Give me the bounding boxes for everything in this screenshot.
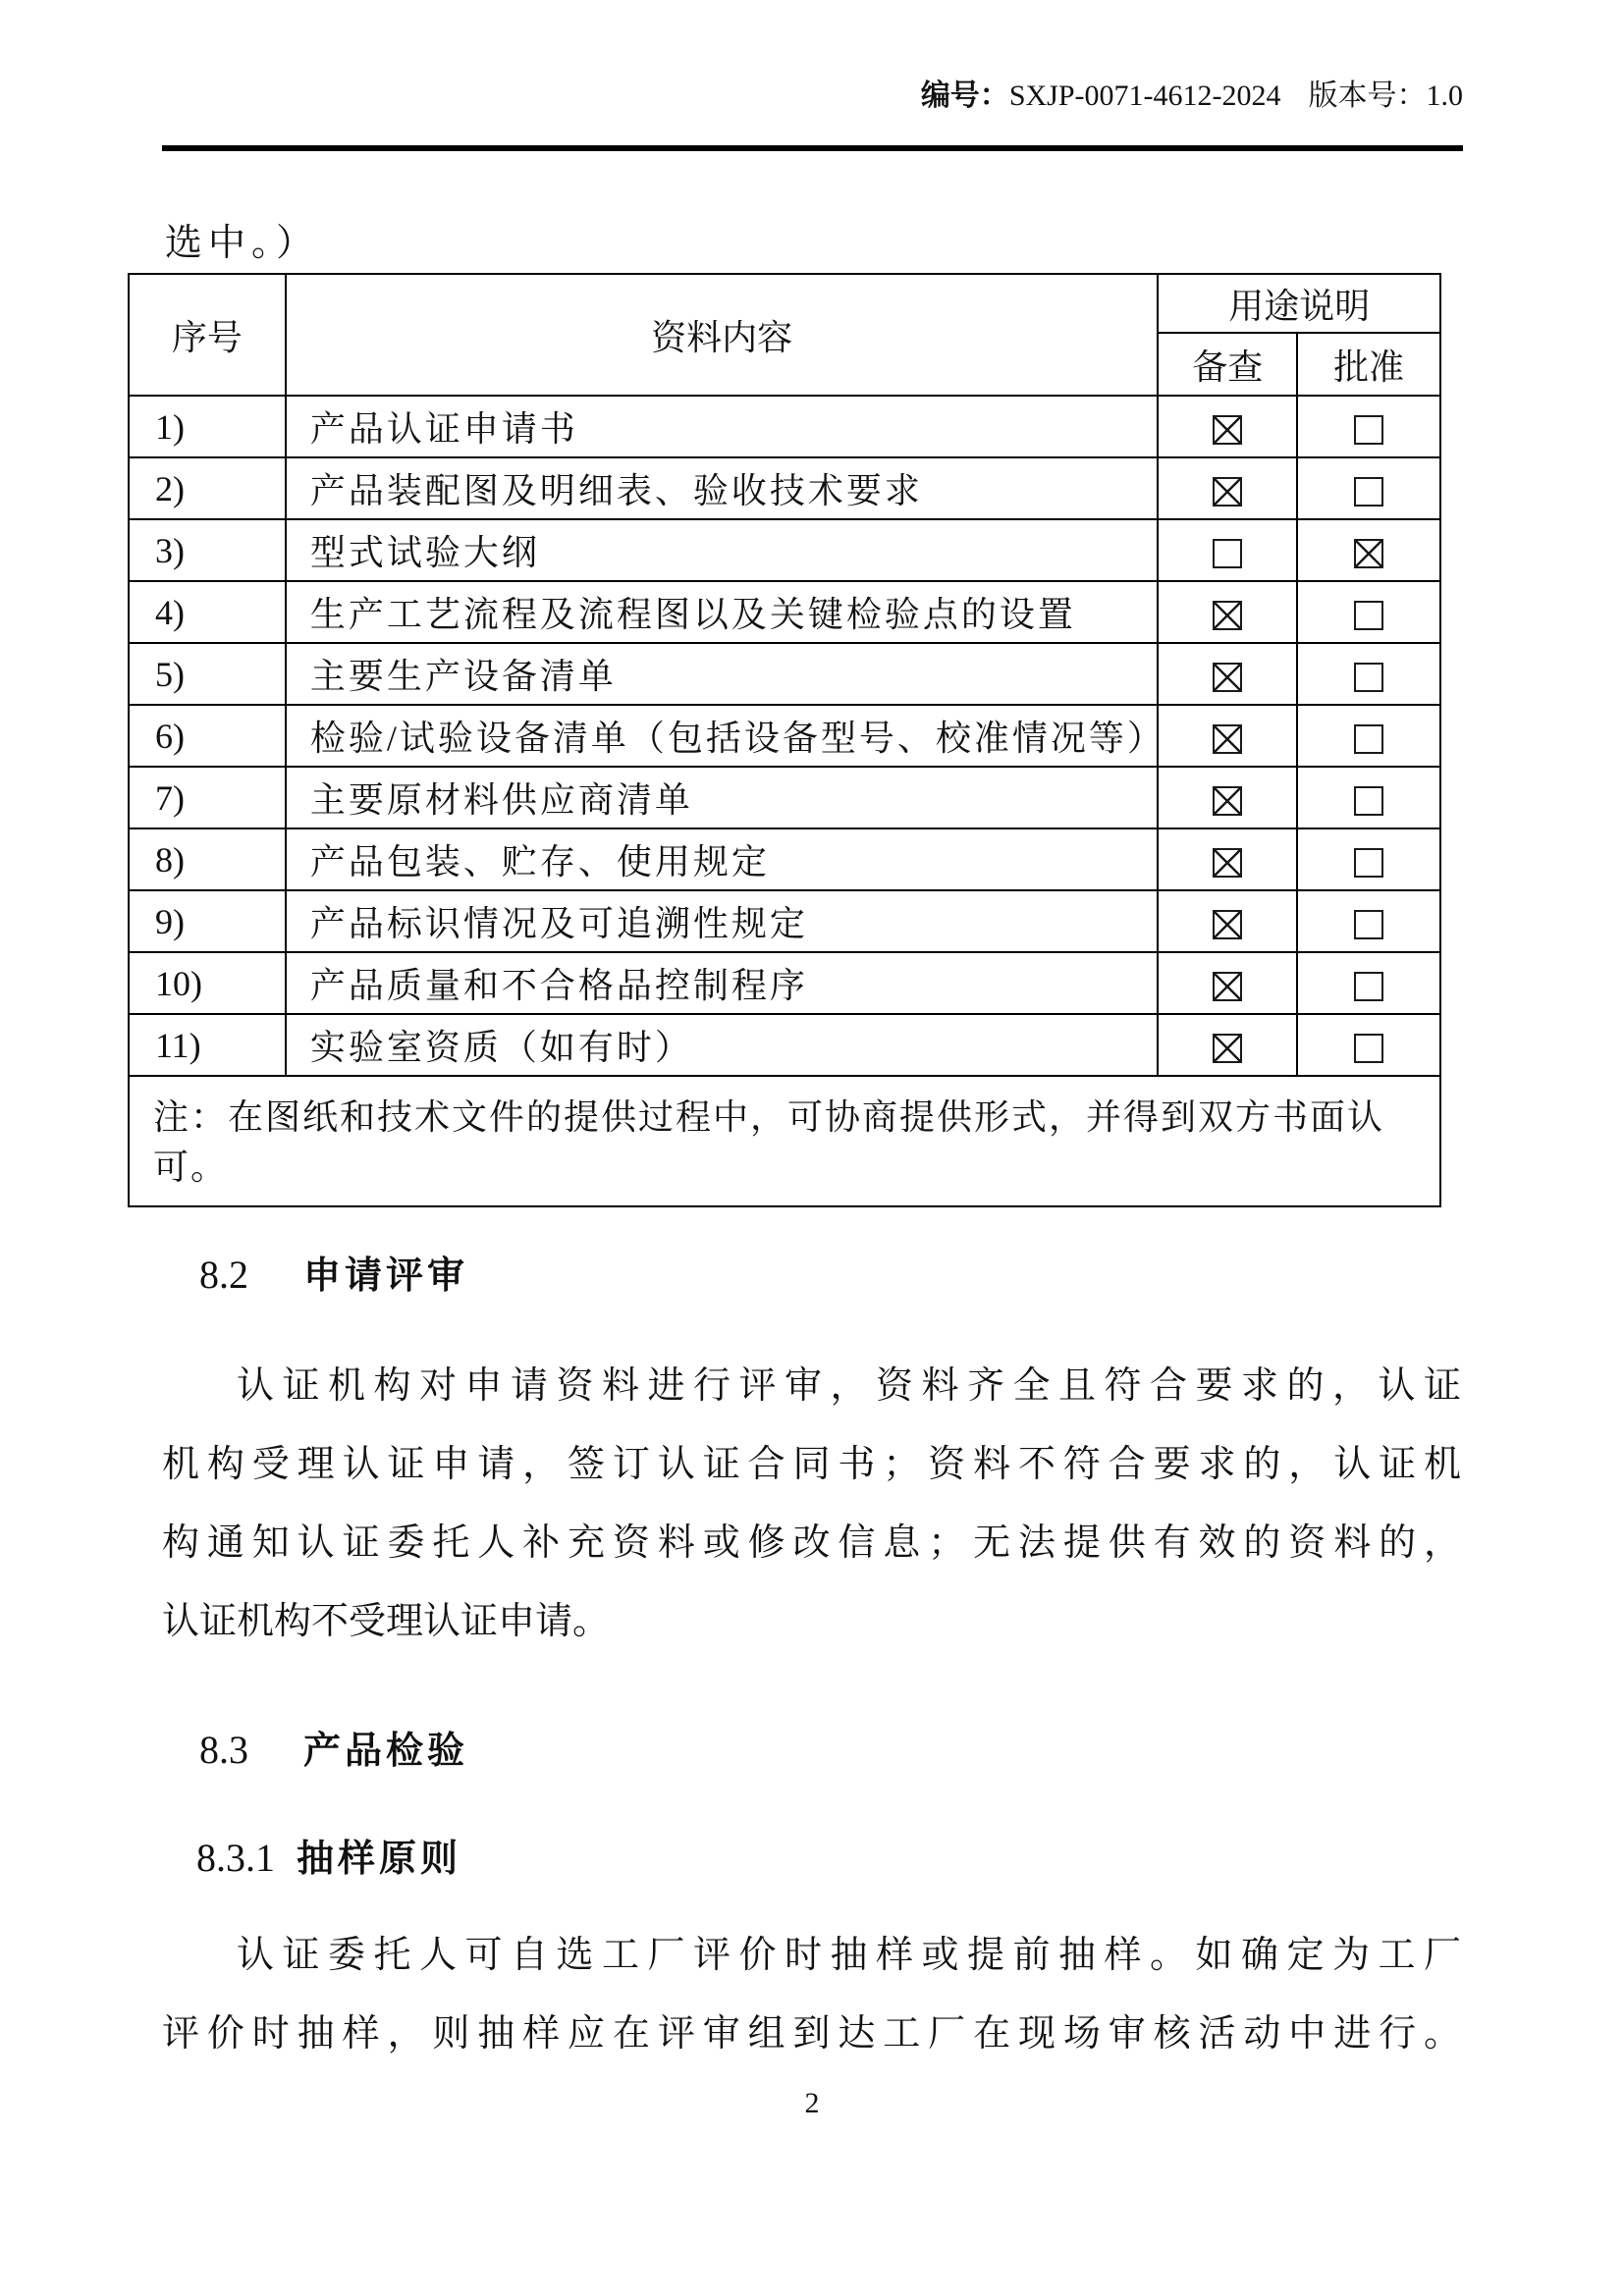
pizhun-checkbox bbox=[1354, 786, 1383, 816]
doc-version-label: 版本号： bbox=[1308, 80, 1427, 112]
beicha-checkbox bbox=[1213, 786, 1242, 816]
paragraph-line: 机构受理认证申请，签订认证合同书；资料不符合要求的，认证机 bbox=[162, 1444, 1461, 1485]
row-content: 主要原材料供应商清单 bbox=[286, 767, 1159, 828]
pizhun-checkbox bbox=[1354, 724, 1383, 754]
beicha-checkbox bbox=[1213, 1034, 1242, 1063]
paragraph-line: 认证机构不受理认证申请。 bbox=[162, 1601, 611, 1642]
materials-table bbox=[128, 273, 1441, 1207]
row-number: 2) bbox=[129, 457, 286, 519]
section-title: 产品检验 bbox=[303, 1731, 469, 1772]
doc-version-value: 1.0 bbox=[1426, 80, 1463, 112]
col-header-beicha: 备查 bbox=[1158, 333, 1297, 396]
section-title: 抽样原则 bbox=[297, 1839, 462, 1880]
pizhun-checkbox bbox=[1354, 910, 1383, 939]
section-heading-8-3 bbox=[199, 1720, 468, 1774]
col-header-no: 序号 bbox=[129, 274, 286, 396]
row-number: 11) bbox=[129, 1014, 286, 1076]
table-header-row-1 bbox=[129, 274, 1440, 333]
table-row bbox=[129, 581, 1440, 643]
pizhun-checkbox bbox=[1354, 848, 1383, 878]
table-row bbox=[129, 952, 1440, 1014]
row-number: 1) bbox=[129, 396, 286, 457]
row-content: 产品认证申请书 bbox=[286, 396, 1159, 457]
doc-code-value: SXJP-0071-4612-2024 bbox=[1008, 80, 1281, 112]
table-note: 注：在图纸和技术文件的提供过程中，可协商提供形式，并得到双方书面认可。 bbox=[129, 1076, 1440, 1206]
table-row bbox=[129, 643, 1440, 705]
doc-code-label: 编号： bbox=[920, 80, 1009, 112]
beicha-checkbox bbox=[1213, 724, 1242, 754]
section-heading-8-3-1 bbox=[196, 1828, 461, 1882]
table-row bbox=[129, 705, 1440, 767]
row-content: 产品质量和不合格品控制程序 bbox=[286, 952, 1159, 1014]
section-8-2-paragraph bbox=[162, 1347, 1461, 1661]
pizhun-checkbox bbox=[1354, 663, 1383, 692]
pizhun-checkbox bbox=[1354, 1034, 1383, 1063]
table-row bbox=[129, 519, 1440, 581]
paragraph-line: 认证委托人可自选工厂评价时抽样或提前抽样。如确定为工厂 bbox=[237, 1935, 1461, 1976]
row-content: 型式试验大纲 bbox=[286, 519, 1159, 581]
table-row bbox=[129, 457, 1440, 519]
pizhun-checkbox bbox=[1354, 477, 1383, 507]
header-rule bbox=[162, 145, 1463, 151]
table-row bbox=[129, 396, 1440, 457]
table-row bbox=[129, 828, 1440, 890]
section-number: 8.3 bbox=[199, 1728, 248, 1772]
beicha-checkbox bbox=[1213, 601, 1242, 630]
beicha-checkbox bbox=[1213, 539, 1242, 568]
table-row bbox=[129, 890, 1440, 952]
row-number: 9) bbox=[129, 890, 286, 952]
paragraph-line: 构通知认证委托人补充资料或修改信息；无法提供有效的资料的， bbox=[162, 1522, 1461, 1564]
row-content: 产品标识情况及可追溯性规定 bbox=[286, 890, 1159, 952]
table-row bbox=[129, 1014, 1440, 1076]
table-row bbox=[129, 767, 1440, 828]
beicha-checkbox bbox=[1213, 415, 1242, 445]
pizhun-checkbox bbox=[1354, 972, 1383, 1001]
beicha-checkbox bbox=[1213, 477, 1242, 507]
section-title: 申请评审 bbox=[303, 1255, 469, 1297]
pizhun-checkbox bbox=[1354, 601, 1383, 630]
row-content: 产品装配图及明细表、验收技术要求 bbox=[286, 457, 1159, 519]
row-number: 5) bbox=[129, 643, 286, 705]
materials-table-wrapper bbox=[128, 273, 1441, 1207]
row-content: 实验室资质（如有时） bbox=[286, 1014, 1159, 1076]
row-number: 10) bbox=[129, 952, 286, 1014]
col-header-usage: 用途说明 bbox=[1158, 274, 1440, 333]
beicha-checkbox bbox=[1213, 848, 1242, 878]
document-header bbox=[162, 71, 1463, 114]
paragraph-line: 评价时抽样，则抽样应在评审组到达工厂在现场审核活动中进行。 bbox=[162, 2013, 1461, 2055]
table-note-row bbox=[129, 1076, 1440, 1206]
beicha-checkbox bbox=[1213, 910, 1242, 939]
page-number: 2 bbox=[804, 2087, 820, 2119]
row-number: 3) bbox=[129, 519, 286, 581]
section-number: 8.3.1 bbox=[196, 1836, 275, 1880]
row-number: 8) bbox=[129, 828, 286, 890]
row-number: 6) bbox=[129, 705, 286, 767]
intro-text: 选中。） bbox=[165, 223, 320, 264]
row-content: 生产工艺流程及流程图以及关键检验点的设置 bbox=[286, 581, 1159, 643]
pizhun-checkbox bbox=[1354, 539, 1383, 568]
section-8-3-1-paragraph bbox=[162, 1916, 1461, 2073]
row-number: 7) bbox=[129, 767, 286, 828]
pizhun-checkbox bbox=[1354, 415, 1383, 445]
row-content: 主要生产设备清单 bbox=[286, 643, 1159, 705]
col-header-content: 资料内容 bbox=[286, 274, 1159, 396]
section-number: 8.2 bbox=[199, 1253, 248, 1297]
section-heading-8-2 bbox=[199, 1245, 468, 1299]
row-content: 产品包装、贮存、使用规定 bbox=[286, 828, 1159, 890]
col-header-pizhun: 批准 bbox=[1297, 333, 1440, 396]
beicha-checkbox bbox=[1213, 663, 1242, 692]
row-number: 4) bbox=[129, 581, 286, 643]
paragraph-line: 认证机构对申请资料进行评审，资料齐全且符合要求的，认证 bbox=[237, 1365, 1461, 1407]
row-content: 检验/试验设备清单（包括设备型号、校准情况等） bbox=[286, 705, 1159, 767]
beicha-checkbox bbox=[1213, 972, 1242, 1001]
